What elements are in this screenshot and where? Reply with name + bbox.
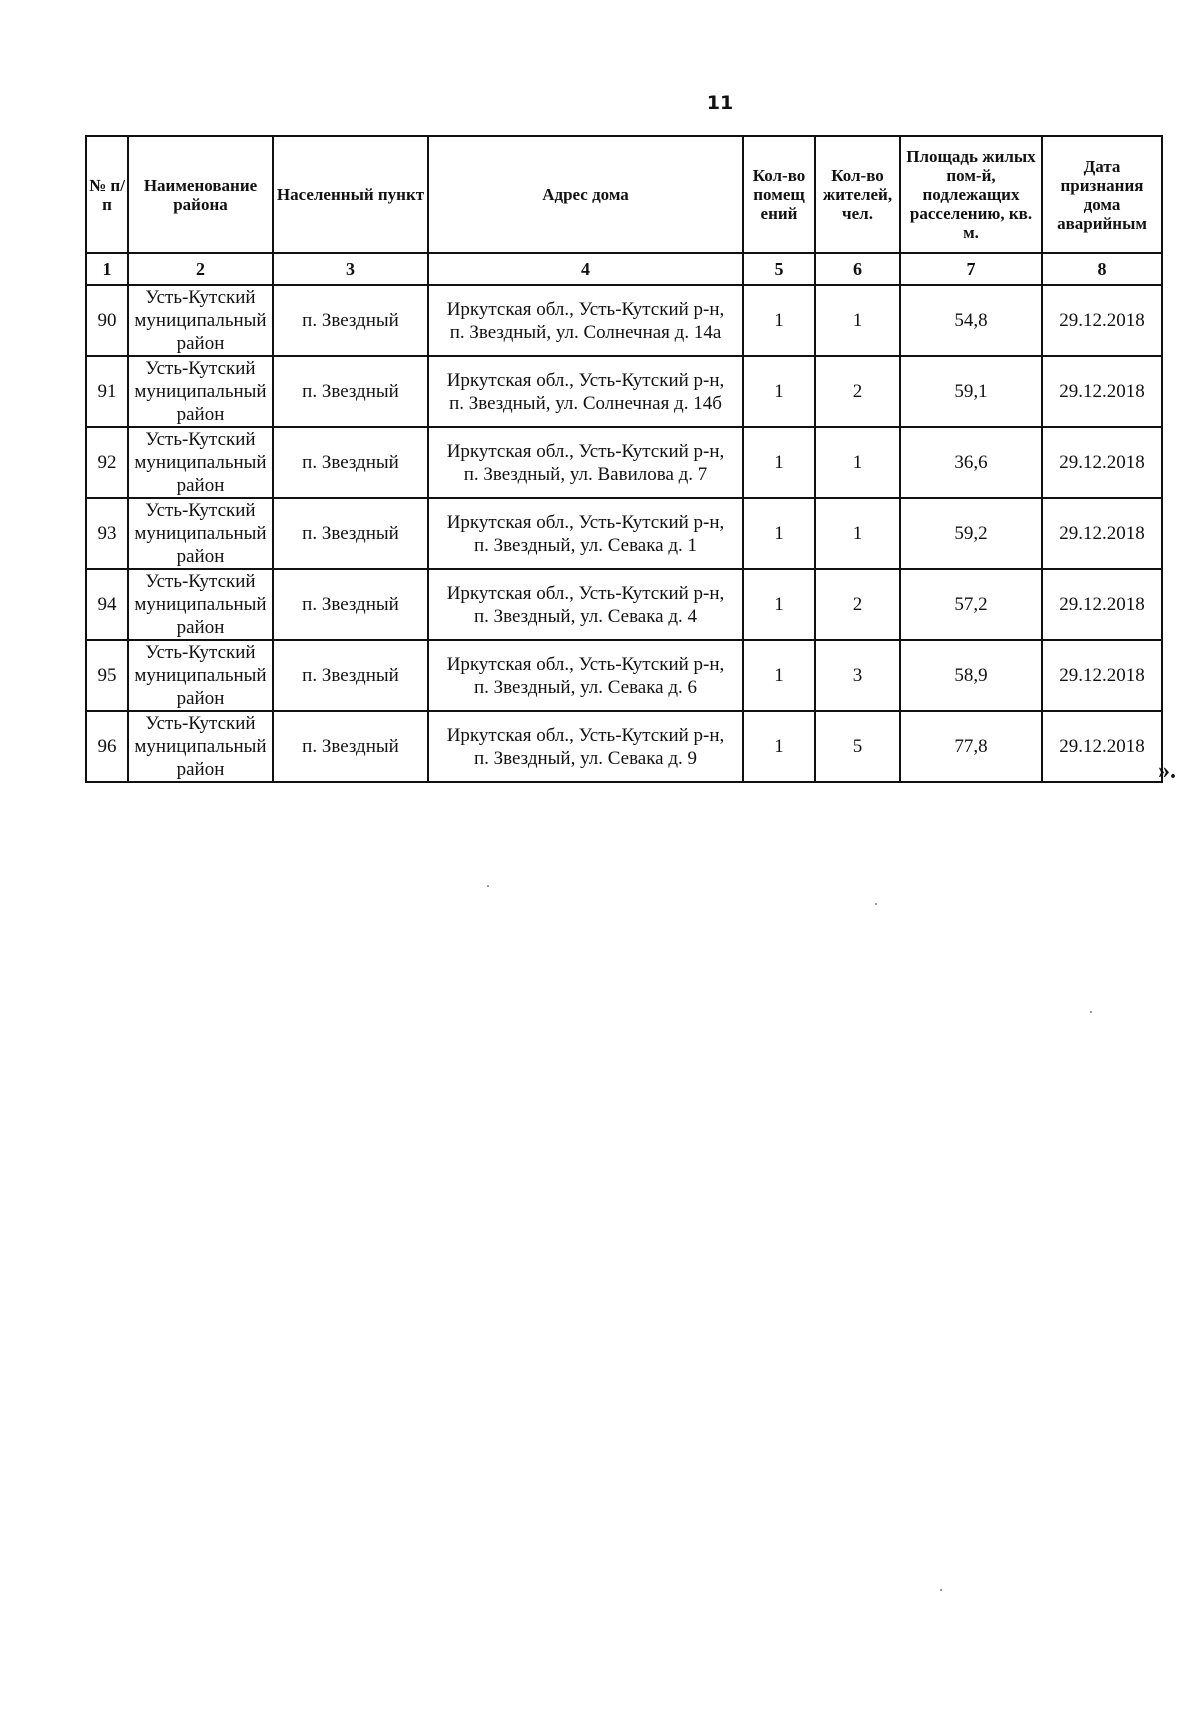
address-line: Иркутская обл., Усть-Кутский р-н, xyxy=(446,369,725,391)
address-line: Иркутская обл., Усть-Кутский р-н, xyxy=(446,298,725,320)
column-number: 3 xyxy=(273,253,428,285)
district-line: муниципальный xyxy=(134,594,267,615)
row-district xyxy=(128,640,273,711)
closing-quote: ». xyxy=(1158,758,1176,784)
housing-register-table xyxy=(85,135,1163,783)
address-line: Иркутская обл., Усть-Кутский р-н, xyxy=(446,653,725,675)
column-number: 1 xyxy=(86,253,128,285)
district-line: Усть-Кутский xyxy=(145,358,256,379)
district-line: муниципальный xyxy=(134,452,267,473)
district-line: муниципальный xyxy=(134,736,267,757)
address-line: п. Звездный, ул. Солнечная д. 14а xyxy=(449,321,722,343)
header-date: Дата признания дома аварийным xyxy=(1042,136,1162,253)
column-number: 5 xyxy=(743,253,815,285)
row-area: 36,6 xyxy=(900,427,1042,498)
header-row xyxy=(86,136,1162,253)
district-line: Усть-Кутский xyxy=(145,287,256,308)
row-residents: 3 xyxy=(815,640,900,711)
row-date: 29.12.2018 xyxy=(1042,711,1162,782)
row-district xyxy=(128,285,273,356)
row-area: 54,8 xyxy=(900,285,1042,356)
header-address: Адрес дома xyxy=(428,136,743,253)
page-number: 11 xyxy=(706,92,734,114)
scan-speck xyxy=(487,885,489,887)
header-residents: Кол-во жителей, чел. xyxy=(815,136,900,253)
row-date: 29.12.2018 xyxy=(1042,356,1162,427)
header-district: Наименование района xyxy=(128,136,273,253)
row-area: 59,2 xyxy=(900,498,1042,569)
row-settlement: п. Звездный xyxy=(273,427,428,498)
table-row xyxy=(86,356,1162,427)
row-rooms: 1 xyxy=(743,498,815,569)
header-area: Площадь жилых пом-й, подлежащих расселению, кв. м. xyxy=(900,136,1042,253)
district-line: район xyxy=(176,759,225,780)
address-line: п. Звездный, ул. Солнечная д. 14б xyxy=(449,392,722,414)
row-number: 93 xyxy=(86,498,128,569)
row-date: 29.12.2018 xyxy=(1042,427,1162,498)
row-settlement: п. Звездный xyxy=(273,569,428,640)
row-address xyxy=(428,640,743,711)
row-address xyxy=(428,427,743,498)
address-line: Иркутская обл., Усть-Кутский р-н, xyxy=(446,582,725,604)
row-number: 91 xyxy=(86,356,128,427)
row-district xyxy=(128,427,273,498)
table-row xyxy=(86,640,1162,711)
district-line: Усть-Кутский xyxy=(145,713,256,734)
row-address xyxy=(428,711,743,782)
address-line: п. Звездный, ул. Вавилова д. 7 xyxy=(463,463,708,485)
address-line: п. Звездный, ул. Севака д. 6 xyxy=(473,676,698,698)
header-settlement: Населенный пункт xyxy=(273,136,428,253)
row-number: 96 xyxy=(86,711,128,782)
row-date: 29.12.2018 xyxy=(1042,498,1162,569)
district-line: район xyxy=(176,688,225,709)
row-area: 57,2 xyxy=(900,569,1042,640)
row-address xyxy=(428,569,743,640)
row-date: 29.12.2018 xyxy=(1042,285,1162,356)
district-line: район xyxy=(176,475,225,496)
row-district xyxy=(128,569,273,640)
district-line: район xyxy=(176,404,225,425)
row-rooms: 1 xyxy=(743,356,815,427)
row-residents: 2 xyxy=(815,356,900,427)
district-line: район xyxy=(176,617,225,638)
table-row xyxy=(86,498,1162,569)
district-line: район xyxy=(176,333,225,354)
district-line: муниципальный xyxy=(134,523,267,544)
row-district xyxy=(128,711,273,782)
row-rooms: 1 xyxy=(743,640,815,711)
row-residents: 1 xyxy=(815,498,900,569)
district-line: Усть-Кутский xyxy=(145,500,256,521)
row-number: 94 xyxy=(86,569,128,640)
row-rooms: 1 xyxy=(743,711,815,782)
row-rooms: 1 xyxy=(743,569,815,640)
row-settlement: п. Звездный xyxy=(273,356,428,427)
scan-speck xyxy=(940,1589,942,1591)
header-number: № п/п xyxy=(86,136,128,253)
address-line: Иркутская обл., Усть-Кутский р-н, xyxy=(446,440,725,462)
district-line: муниципальный xyxy=(134,381,267,402)
district-line: муниципальный xyxy=(134,665,267,686)
row-area: 58,9 xyxy=(900,640,1042,711)
row-date: 29.12.2018 xyxy=(1042,640,1162,711)
column-number: 6 xyxy=(815,253,900,285)
row-rooms: 1 xyxy=(743,427,815,498)
address-line: п. Звездный, ул. Севака д. 1 xyxy=(473,534,698,556)
row-settlement: п. Звездный xyxy=(273,498,428,569)
column-number: 7 xyxy=(900,253,1042,285)
row-district xyxy=(128,498,273,569)
row-area: 59,1 xyxy=(900,356,1042,427)
row-settlement: п. Звездный xyxy=(273,711,428,782)
row-number: 92 xyxy=(86,427,128,498)
district-line: Усть-Кутский xyxy=(145,571,256,592)
column-number: 8 xyxy=(1042,253,1162,285)
row-rooms: 1 xyxy=(743,285,815,356)
scan-speck xyxy=(1090,1011,1092,1013)
row-number: 90 xyxy=(86,285,128,356)
column-number: 2 xyxy=(128,253,273,285)
row-address xyxy=(428,356,743,427)
header-rooms: Кол-во помещ ений xyxy=(743,136,815,253)
row-settlement: п. Звездный xyxy=(273,640,428,711)
column-number-row xyxy=(86,253,1162,285)
scan-speck xyxy=(875,903,877,905)
table-row xyxy=(86,569,1162,640)
row-address xyxy=(428,285,743,356)
table-row xyxy=(86,285,1162,356)
address-line: п. Звездный, ул. Севака д. 9 xyxy=(473,747,698,769)
row-date: 29.12.2018 xyxy=(1042,569,1162,640)
row-area: 77,8 xyxy=(900,711,1042,782)
district-line: муниципальный xyxy=(134,310,267,331)
row-district xyxy=(128,356,273,427)
row-settlement: п. Звездный xyxy=(273,285,428,356)
column-number: 4 xyxy=(428,253,743,285)
row-number: 95 xyxy=(86,640,128,711)
district-line: Усть-Кутский xyxy=(145,429,256,450)
district-line: Усть-Кутский xyxy=(145,642,256,663)
address-line: Иркутская обл., Усть-Кутский р-н, xyxy=(446,724,725,746)
row-residents: 1 xyxy=(815,427,900,498)
row-residents: 1 xyxy=(815,285,900,356)
address-line: п. Звездный, ул. Севака д. 4 xyxy=(473,605,698,627)
address-line: Иркутская обл., Усть-Кутский р-н, xyxy=(446,511,725,533)
row-address xyxy=(428,498,743,569)
district-line: район xyxy=(176,546,225,567)
row-residents: 5 xyxy=(815,711,900,782)
row-residents: 2 xyxy=(815,569,900,640)
table-row xyxy=(86,427,1162,498)
table-row xyxy=(86,711,1162,782)
